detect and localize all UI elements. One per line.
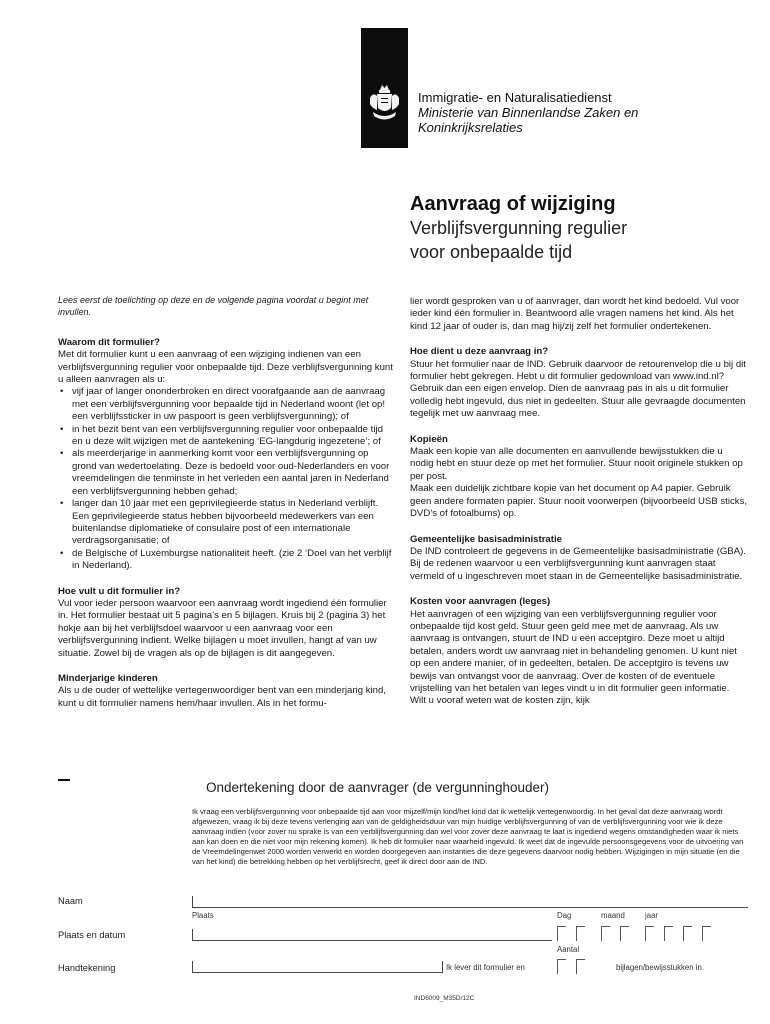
plaats-label: Plaats [192,911,214,920]
form-code: IND6009_M35D/12C [414,995,475,1002]
requirements-list [58,386,393,572]
separator-tick [442,961,443,973]
dag-digit-2[interactable] [576,926,585,941]
ministry-line-2: Koninkrijksrelaties [418,120,523,135]
maand-digit-1[interactable] [601,926,610,941]
handtekening-label: Handtekening [58,963,116,973]
heading-kosten: Kosten voor aanvragen (leges) [410,596,551,608]
jaar-label: jaar [645,911,659,920]
maand-label: maand [601,911,625,920]
coat-of-arms-icon [361,28,408,148]
section-marker [58,779,70,781]
organization-name [418,90,638,135]
paragraph-kosten: Het aanvragen of een wijziging van een verblijfsvergunning regulier voor onbepaalde tijd kost geld. Stuur geen geld mee met de aanvraag. Als uw aanvraag is ontvangen, stuurt de IND u een acceptgiro. Deze moet u altijd betalen, anders wordt uw aanvraag niet in behandeling genomen. U kunt niet op een andere manier, of in gedeelten, betalen. De acceptgiro is tevens uw bewijs van ontvangst voor de aanvraag. Over de kosten of de eventuele vrijstelling van het betalen van leges vindt u in dit formulier geen informatie. Wilt u vooraf weten wat de kosten zijn, kijk [410,608,737,707]
intro-note: Lees eerst de toelichting op deze en de volgende pagina voordat u begint met invullen. [58,295,369,318]
bijlagen-text: bijlagen/bewijsstukken in. [616,963,704,972]
jaar-digit-1[interactable] [645,926,654,941]
handtekening-field[interactable] [192,972,442,973]
heading-hoe-dient: Hoe dient u deze aanvraag in? [410,346,549,358]
heading-minderjarige: Minderjarige kinderen [58,672,158,684]
plaats-datum-label: Plaats en datum [58,930,126,940]
heading-waarom: Waarom dit formulier? [58,336,160,348]
list-item: • de Belgische of Luxemburgse nationaliteit heeft. (zie 2 ‘Doel van het verblijf in Nederland). [58,548,393,573]
left-column [58,294,393,710]
paragraph-hoe-vult: Vul voor ieder persoon waarvoor een aanvraag wordt ingediend één formulier in. Het formulier bestaat uit 5 pagina’s en 5 bijlagen. Kruis bij 2 (pagina 3) het hokje aan bij het verblijfsdoel waarvoor u een aanvraag voor een verblijfsvergunning indient. Welke bijlagen u moet invullen, hangt af van uw situatie. Zowel bij de vragen als op de bijlagen is dit aangegeven. [58,597,387,659]
paragraph-kopieen-a: Maak een kopie van alle documenten en aanvullende bewijsstukken die u nodig hebt en stuur deze op met het formulier. Stuur nooit originele stukken op per post. [410,446,743,482]
jaar-digit-4[interactable] [702,926,711,941]
naam-label: Naam [58,896,83,906]
list-item: • langer dan 10 jaar met een geprivilegieerde status in Nederland verblijft. Een geprivilegieerde status hebben bijvoorbeeld medewerkers van een buitenlandse diplomatieke of consulaire post of een internationale verdragsorganisatie; of [58,498,393,548]
list-item: • als meerderjarige in aanmerking komt voor een verblijfsvergunning op grond van wedertoelating. Deze is bedoeld voor oud-Nederlanders en voor vreemdelingen die tenminste in het verleden een aantal jaren in Nederland een verblijfsvergunning hebben gehad; [58,448,393,498]
paragraph-waarom: Met dit formulier kunt u een aanvraag of een wijziging indienen van een verblijfsvergunning regulier voor onbepaalde tijd. Deze verblijfsvergunning kunt u alleen aanvragen als u: [58,349,393,386]
paragraph-continued: lier wordt gesproken van u of aanvrager, dan wordt het kind bedoeld. Vul voor ieder kind één formulier in. Beantwoord alle vragen namens het kind. Als het kind 12 jaar of ouder is, dan mag hij/zij zelf het formulier ondertekenen. [410,296,740,332]
logo-bar [361,28,408,148]
aantal-digit-1[interactable] [557,959,566,974]
aantal-label: Aantal [557,945,580,954]
subtitle-line-1: Verblijfsvergunning regulier [410,218,628,238]
aantal-digit-2[interactable] [576,959,585,974]
paragraph-hoe-dient: Stuur het formulier naar de IND. Gebruik daarvoor de retourenvelop die u bij dit formulier hebt gekregen. Hebt u dit formulier gedownload van www.ind.nl? Gebruik dan een eigen envelop. Dien de aanvraag pas in als u dit formulier volledig hebt ingevuld, dus niet in gedeelten. Stuur alle gevraagde documenten tegelijk met uw aanvraag mee. [410,358,746,420]
ministry-line-1: Ministerie van Binnenlandse Zaken en [418,105,639,120]
plaats-field[interactable] [192,940,552,941]
paragraph-minderjarige: Als u de ouder of wettelijke vertegenwoordiger bent van een minderjarig kind, kunt u dit formulier namens hem/haar invullen. Als in het formu- [58,685,386,709]
dag-label: Dag [557,911,572,920]
jaar-digit-2[interactable] [664,926,673,941]
paragraph-gba: De IND controleert de gegevens in de Gemeentelijke basisadministratie (GBA). Bij de redenen waarvoor u een verblijfsvergunning kunt aanvragen staat vermeld of u ingeschreven moet staan in de Gemeentelijke basisadministratie. [410,545,746,582]
subtitle-line-2: voor onbepaalde tijd [410,242,573,262]
heading-kopieen: Kopieën [410,433,448,445]
page-subtitle [410,216,740,264]
list-item: • vijf jaar of langer ononderbroken en direct voorafgaande aan de aanvraag met een verblijfsvergunning voor bepaalde tijd in Nederland woont (let op! een verblijfssticker in uw paspoort is geen verblijfsvergunning); of [58,386,393,423]
right-column [410,296,748,708]
maand-digit-2[interactable] [620,926,629,941]
list-item: • in het bezit bent van een verblijfsvergunning regulier voor onbepaalde tijd en u deze wilt wijzigen met de aantekening ‘EG-langdurig ingezetene’; of [58,424,393,449]
org-name: Immigratie- en Naturalisatiedienst [418,90,612,105]
heading-gba: Gemeentelijke basisadministratie [410,533,562,545]
signature-section-title: Ondertekening door de aanvrager (de vergunninghouder) [206,780,549,795]
lever-text: Ik lever dit formulier en [446,963,525,972]
naam-field[interactable] [192,907,748,908]
jaar-digit-3[interactable] [683,926,692,941]
page-title: Aanvraag of wijziging [410,193,616,215]
paragraph-kopieen-b: Maak een duidelijk zichtbare kopie van het document op A4 papier. Gebruik geen andere formaten papier. Stuur nooit voorwerpen (bijvoorbeeld USB sticks, DVD’s of fotoalbums) op. [410,483,748,520]
dag-digit-1[interactable] [557,926,566,941]
declaration-text: Ik vraag een verblijfsvergunning voor onbepaalde tijd aan voor mijzelf/mijn kind/het kind dat ik wettelijk vertegenwoordig. In het geval dat deze aanvraag wordt afgewezen, vraag ik bij deze tevens verlenging aan van de geldigheidsduur van mijn huidige verblijfsvergunning of van de verblijfsvergunning voor wie ik deze aanvraag indien (voor zover nu sprake is van een verblijfsvergunning dan wel voor zover deze aanvraag te laat is ingediend wegens omstandigheden waar ik niets aan kan doen en die niet voor mijn rekening komen). Ik heb dit formulier naar waarheid ingevuld. Ik weet dat de ingevulde persoonsgegevens voor de uitvoering van de Vreemdelingenwet 2000 worden verwerkt en worden doorgegeven aan instanties die deze gegevens daarvoor nodig hebben. Wijzigingen in mijn situatie (en die van het kind) die betrekking hebben op het verblijfsrecht, geef ik direct door aan de IND. [192,807,744,866]
heading-hoe-vult: Hoe vult u dit formulier in? [58,585,181,597]
